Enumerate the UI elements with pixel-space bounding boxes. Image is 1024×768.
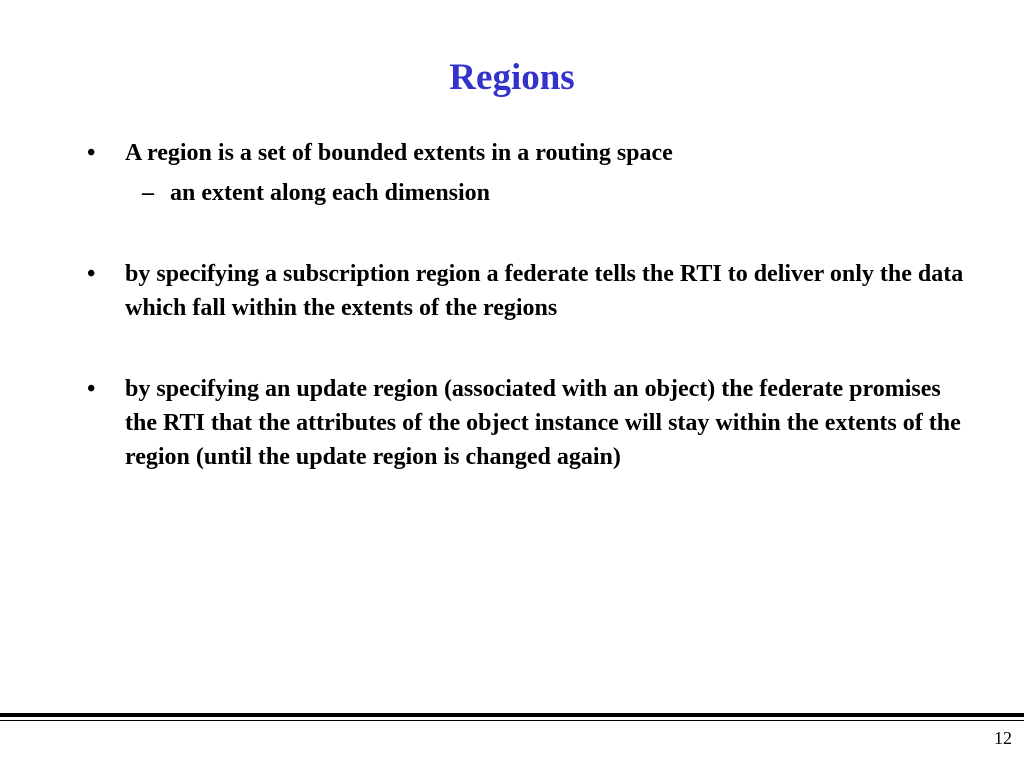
- bullet-marker: •: [87, 376, 96, 402]
- bullet-item-1: [87, 136, 967, 170]
- footer-rule-thin: [0, 720, 1024, 721]
- bullet-text: by specifying a subscription region a federate tells the RTI to deliver only the data which fall within the extents of the regions: [125, 261, 964, 321]
- sub-bullet-text: an extent along each dimension: [170, 180, 491, 206]
- slide-title: Regions: [449, 57, 575, 98]
- bullet-text: by specifying an update region (associated with an object) the federate promises the RTI that the attributes of the object instance will stay within the extents of the region (until the update region is changed again): [125, 376, 961, 470]
- footer-rule-thick: [0, 713, 1024, 717]
- slide-body: [87, 136, 967, 474]
- sub-bullet-item-1: [87, 176, 967, 210]
- bullet-item-2: [87, 257, 967, 325]
- bullet-item-3: [87, 372, 967, 474]
- page-number: 12: [994, 728, 1012, 748]
- dash-marker: –: [142, 180, 154, 206]
- bullet-text: A region is a set of bounded extents in a routing space: [125, 140, 673, 166]
- bullet-marker: •: [87, 140, 96, 166]
- bullet-marker: •: [87, 261, 96, 287]
